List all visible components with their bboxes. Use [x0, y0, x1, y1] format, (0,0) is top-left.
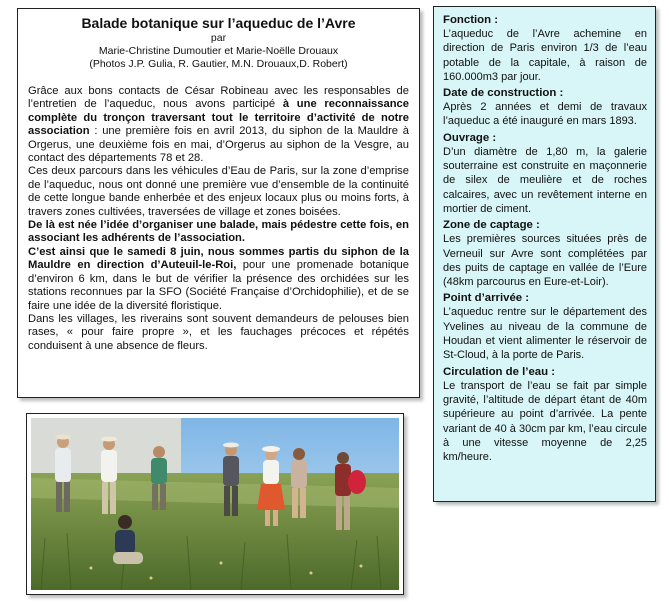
section-title-ouvrage: Ouvrage :: [443, 131, 497, 144]
section-text-date: Après 2 années et demi de travaux l’aqueduc a été inauguré en mars 1893.: [443, 101, 647, 128]
paragraph-1: [28, 85, 409, 165]
byline-authors: Marie-Christine Dumoutier et Marie-Noëlle Drouaux: [98, 45, 339, 57]
group-photo-frame: [26, 413, 404, 595]
info-sidebar: [433, 6, 656, 502]
article-body: [28, 85, 409, 353]
paragraph-1-text-a: Grâce aux bons contacts de César Robineau avec les responsables de l’entretien de l’aqueduc, nous avons participé: [28, 85, 409, 111]
section-title-arrivee: Point d’arrivée :: [443, 292, 530, 305]
section-title-circulation: Circulation de l’eau :: [443, 365, 556, 378]
section-text-fonction: L’aqueduc de l’Avre achemine en direction de Paris environ 1/3 de l’eau potable de la capitale, à raison de 160.000m3 par jour.: [443, 28, 647, 83]
article-box: [17, 8, 420, 398]
paragraph-1-bold: à une reconnaissance complète du tronçon traversant tout le territoire d’activité de notre association: [28, 98, 409, 138]
section-text-ouvrage: D’un diamètre de 1,80 m, la galerie souterraine est construite en maçonnerie de silex de meulière et de roches calcaires, avec un revêtement interne en mortier de ciment.: [443, 145, 647, 215]
paragraph-3-bold: De là est née l’idée d’organiser une balade, mais pédestre cette fois, en associant les adhérents de l’association.: [28, 219, 409, 245]
section-title-fonction: Fonction :: [443, 14, 499, 26]
paragraph-1-text-c: : une première fois en avril 2013, du siphon de la Mauldre à Orgerus, une deuxième fois en mai, d’Orgerus au siphon de la Vesgre, au contact des départements 78 et 28.: [28, 125, 409, 165]
article-title: Balade botanique sur l’aqueduc de l’Avre: [81, 15, 356, 31]
byline-photo-credits: (Photos J.P. Gulia, R. Gautier, M.N. Drouaux,D. Robert): [89, 58, 348, 70]
group-photo: [31, 418, 399, 590]
byline-par: par: [210, 32, 227, 44]
paragraph-4: [28, 246, 409, 313]
paragraph-4-bold: C’est ainsi que le samedi 8 juin, nous sommes partis du siphon de la Mauldre en direction d’Auteuil-le-Roi,: [28, 245, 409, 272]
section-text-captage: Les premières sources situées près de Verneuil sur Avre sont complétées par des puits de captage en vallée de l’Eure (48km parcourus en Eure-et-Loir).: [443, 233, 647, 289]
paragraph-2: Ces deux parcours dans les véhicules d’Eau de Paris, sur la zone d’emprise de l’aqueduc, nous ont donné une première vue d’ensemble de la continuité de cette longue bande enherbée et des enjeux locaux plus ou moins forts, à travers zones cultivées, traversées de village et zones boisées.: [28, 165, 409, 218]
section-text-arrivee: L’aqueduc rentre sur le département des Yvelines au niveau de la commune de Houdan et vient alimenter le réservoir de St-Cloud, à la porte de Paris.: [443, 306, 647, 362]
paragraph-3: [28, 219, 409, 246]
section-text-circulation: Le transport de l’eau se fait par simple gravité, l’altitude de départ étant de 40m supérieure au point d’arrivée. La pente variant de 40 à 30cm par km, l’eau circule à une vitesse moyenne de 2,25 km/heure.: [443, 379, 647, 464]
paragraph-4-text: pour une promenade botanique d’environ 6 km, dans le but de vérifier la présence des orchidées sur les stations reconnues par la SFO (Société Française d’Orchidophilie), et de se faire une idée de la diversité floristique.: [28, 259, 409, 312]
section-title-date: Date de construction :: [443, 87, 564, 100]
paragraph-5: Dans les villages, les riverains sont souvent demandeurs de pelouses bien rases, « pour faire propre », et les fauchages précoces et répétés conduisent à une absence de fleurs.: [28, 312, 409, 352]
section-title-captage: Zone de captage :: [443, 219, 540, 232]
